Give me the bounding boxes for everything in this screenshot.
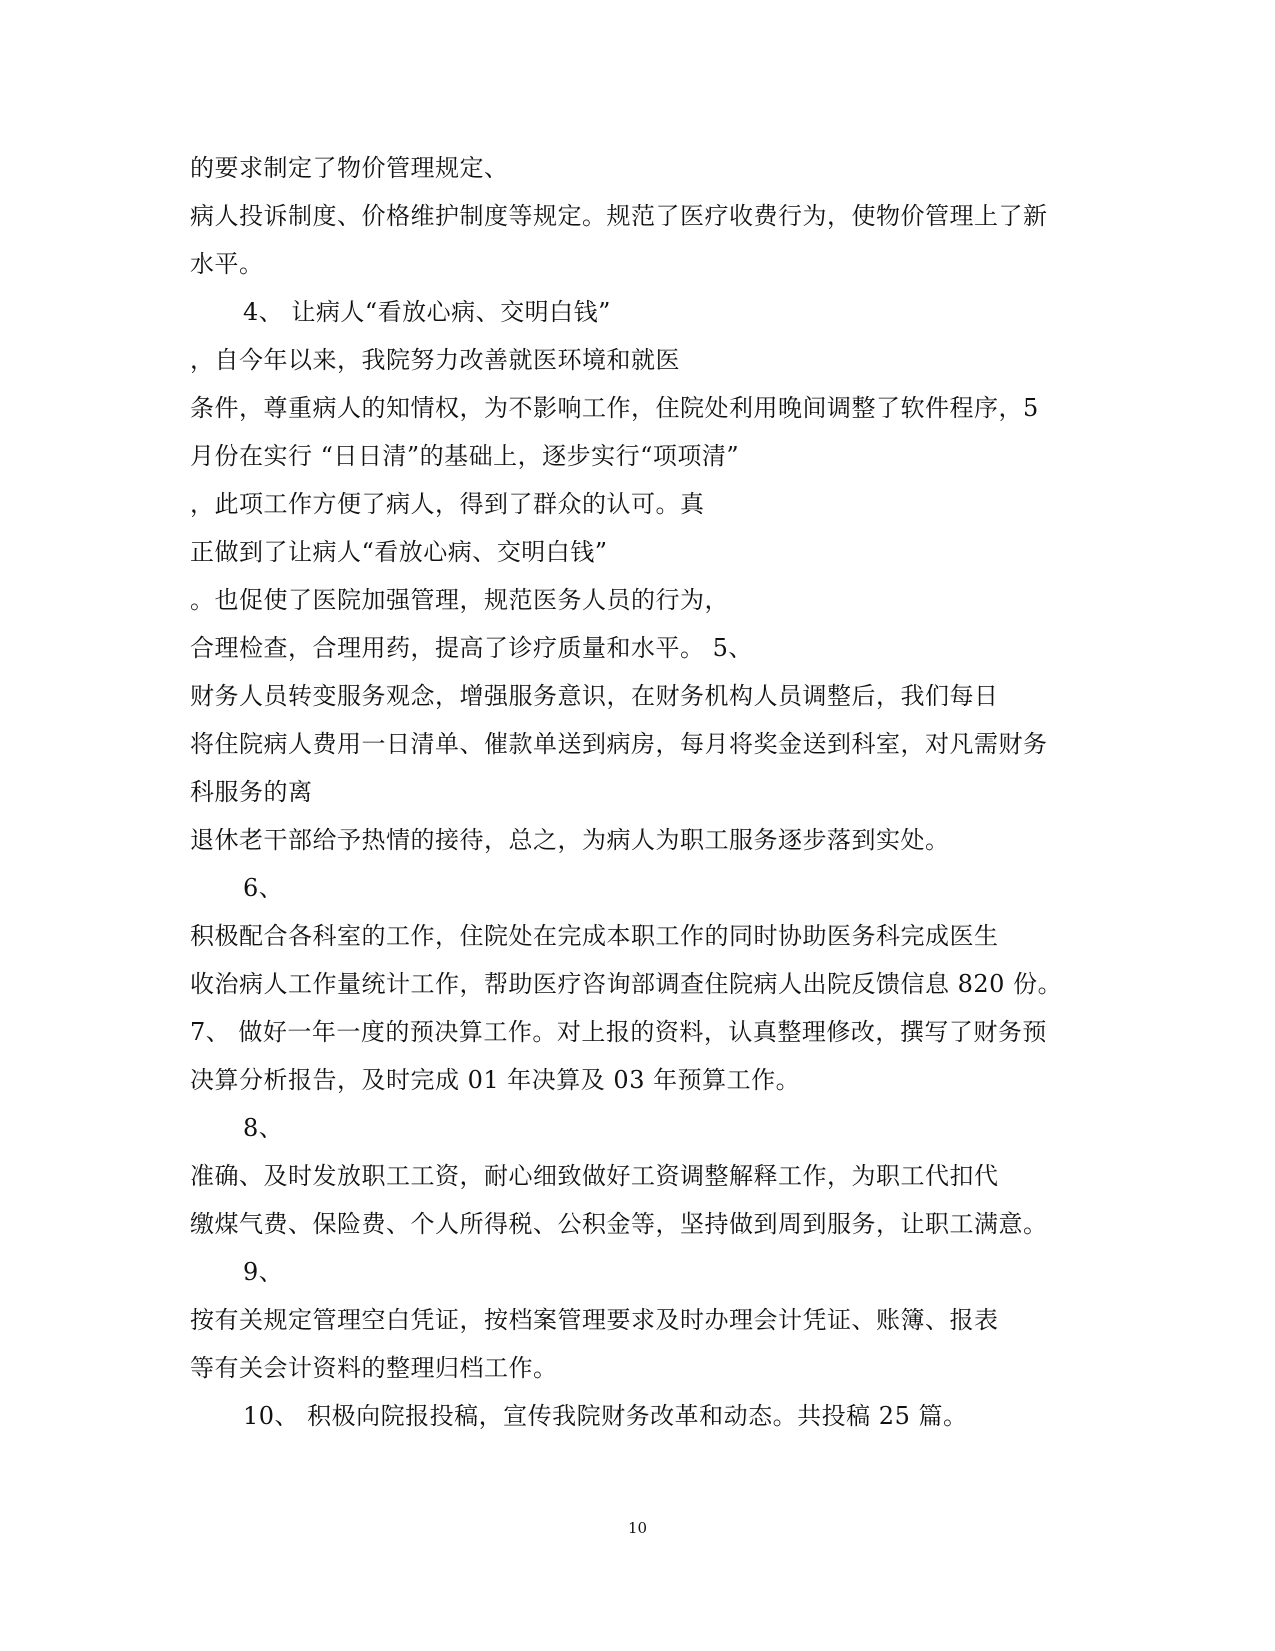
text-line: 积极配合各科室的工作，住院处在完成本职工作的同时协助医务科完成医生 xyxy=(190,922,999,950)
text-line: 月份在实行 “日日清”的基础上，逐步实行“项项清” xyxy=(190,442,740,470)
text-line: 4、 让病人“看放心病、交明白钱” xyxy=(243,298,611,326)
text-line: 退休老干部给予热情的接待，总之，为病人为职工服务逐步落到实处。 xyxy=(190,826,950,854)
text-line: 的要求制定了物价管理规定、 xyxy=(190,154,509,182)
text-line: 科服务的离 xyxy=(190,778,313,806)
text-line: 决算分析报告，及时完成 01 年决算及 03 年预算工作。 xyxy=(190,1066,801,1094)
text-line: 9、 xyxy=(243,1258,284,1286)
text-line: 水平。 xyxy=(190,250,264,278)
text-line: 8、 xyxy=(243,1114,284,1142)
text-line: 条件，尊重病人的知情权，为不影响工作，住院处利用晚间调整了软件程序，5 xyxy=(190,394,1039,422)
text-line: 等有关会计资料的整理归档工作。 xyxy=(190,1354,558,1382)
text-line: 缴煤气费、保险费、个人所得税、公积金等，坚持做到周到服务，让职工满意。 xyxy=(190,1210,1048,1238)
text-line: 病人投诉制度、价格维护制度等规定。规范了医疗收费行为，使物价管理上了新 xyxy=(190,202,1048,230)
text-line: 6、 xyxy=(243,874,284,902)
text-line: 按有关规定管理空白凭证，按档案管理要求及时办理会计凭证、账簿、报表 xyxy=(190,1306,999,1334)
text-line: 。也促使了医院加强管理，规范医务人员的行为， xyxy=(190,586,729,614)
text-line: ，自今年以来，我院努力改善就医环境和就医 xyxy=(190,346,680,374)
text-line: 正做到了让病人“看放心病、交明白钱” xyxy=(190,538,608,566)
text-line: 收治病人工作量统计工作，帮助医疗咨询部调查住院病人出院反馈信息 820 份。 xyxy=(190,970,1063,998)
text-line: 将住院病人费用一日清单、催款单送到病房，每月将奖金送到科室，对凡需财务 xyxy=(190,730,1048,758)
text-line: 10、 积极向院报投稿，宣传我院财务改革和动态。共投稿 25 篇。 xyxy=(243,1402,968,1430)
text-line: 合理检查，合理用药，提高了诊疗质量和水平。 5、 xyxy=(190,634,753,662)
text-line: 准确、及时发放职工工资，耐心细致做好工资调整解释工作，为职工代扣代 xyxy=(190,1162,999,1190)
text-line: 7、 做好一年一度的预决算工作。对上报的资料，认真整理修改，撰写了财务预 xyxy=(190,1018,1047,1046)
text-line: 财务人员转变服务观念，增强服务意识，在财务机构人员调整后，我们每日 xyxy=(190,682,999,710)
page-number: 10 xyxy=(627,1519,648,1537)
text-line: ，此项工作方便了病人，得到了群众的认可。真 xyxy=(190,490,705,518)
